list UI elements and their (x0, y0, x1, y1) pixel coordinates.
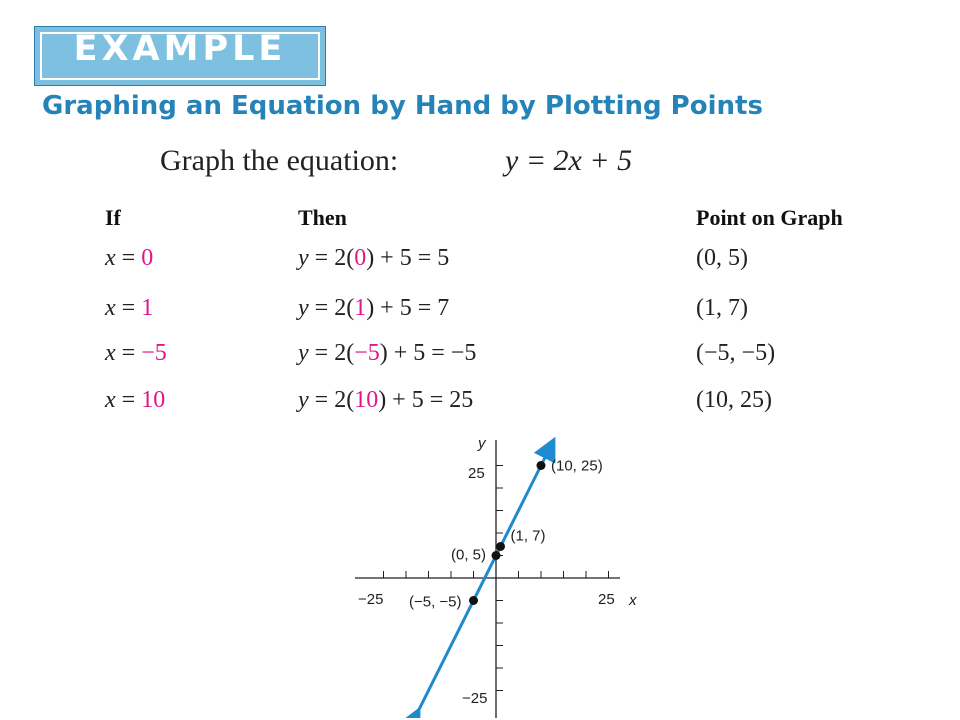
prompt-text: Graph the equation: (160, 144, 399, 177)
x-value: −5 (354, 340, 380, 366)
y-value: 25 (449, 387, 474, 413)
data-point (492, 551, 501, 560)
y-value: 7 (437, 295, 450, 321)
header-if: If (105, 205, 121, 230)
header-then: Then (298, 205, 347, 230)
x-value: −5 (141, 340, 167, 366)
point-label: (10, 25) (551, 457, 603, 475)
point-label: (1, 7) (510, 527, 546, 545)
row-point: (−5, −5) (696, 340, 776, 366)
prompt-equation: y = 2x + 5 (505, 144, 633, 177)
equation-line (415, 448, 550, 718)
row-then: y = 2(10) + 5 = 25 (298, 387, 474, 413)
row-if: x = −5 (105, 340, 167, 366)
y-tick-label-min: −25 (462, 690, 488, 707)
x-value: 1 (141, 295, 154, 321)
row-point: (10, 25) (696, 387, 772, 413)
prompt (160, 144, 633, 178)
data-point (537, 461, 546, 470)
y-tick-label-max: 25 (468, 465, 485, 482)
header-point: Point on Graph (696, 205, 843, 230)
x-value: 0 (141, 245, 154, 271)
y-axis-label: y (478, 435, 486, 452)
point-label: (−5, −5) (408, 593, 462, 611)
example-banner (34, 26, 326, 86)
y-value: −5 (450, 340, 477, 366)
x-tick-label-max: 25 (598, 591, 615, 608)
x-axis-label: x (629, 592, 637, 609)
row-point: (1, 7) (696, 295, 748, 321)
x-value: 1 (354, 295, 367, 321)
y-value: 5 (437, 245, 450, 271)
row-if: x = 10 (105, 387, 166, 413)
x-value: 10 (354, 387, 379, 413)
data-point (469, 596, 478, 605)
x-value: 0 (354, 245, 367, 271)
row-if: x = 0 (105, 245, 154, 271)
row-then: y = 2(1) + 5 = 7 (298, 295, 450, 321)
banner-label: EXAMPLE (73, 29, 287, 69)
x-tick-label-min: −25 (358, 591, 384, 608)
row-point: (0, 5) (696, 245, 748, 271)
row-then: y = 2(0) + 5 = 5 (298, 245, 450, 271)
point-label: (0, 5) (450, 546, 486, 564)
row-if: x = 1 (105, 295, 154, 321)
row-then: y = 2(−5) + 5 = −5 (298, 340, 477, 366)
x-value: 10 (141, 387, 166, 413)
coordinate-graph (350, 430, 650, 718)
section-title: Graphing an Equation by Hand by Plotting Points (42, 91, 763, 121)
data-point (496, 542, 505, 551)
